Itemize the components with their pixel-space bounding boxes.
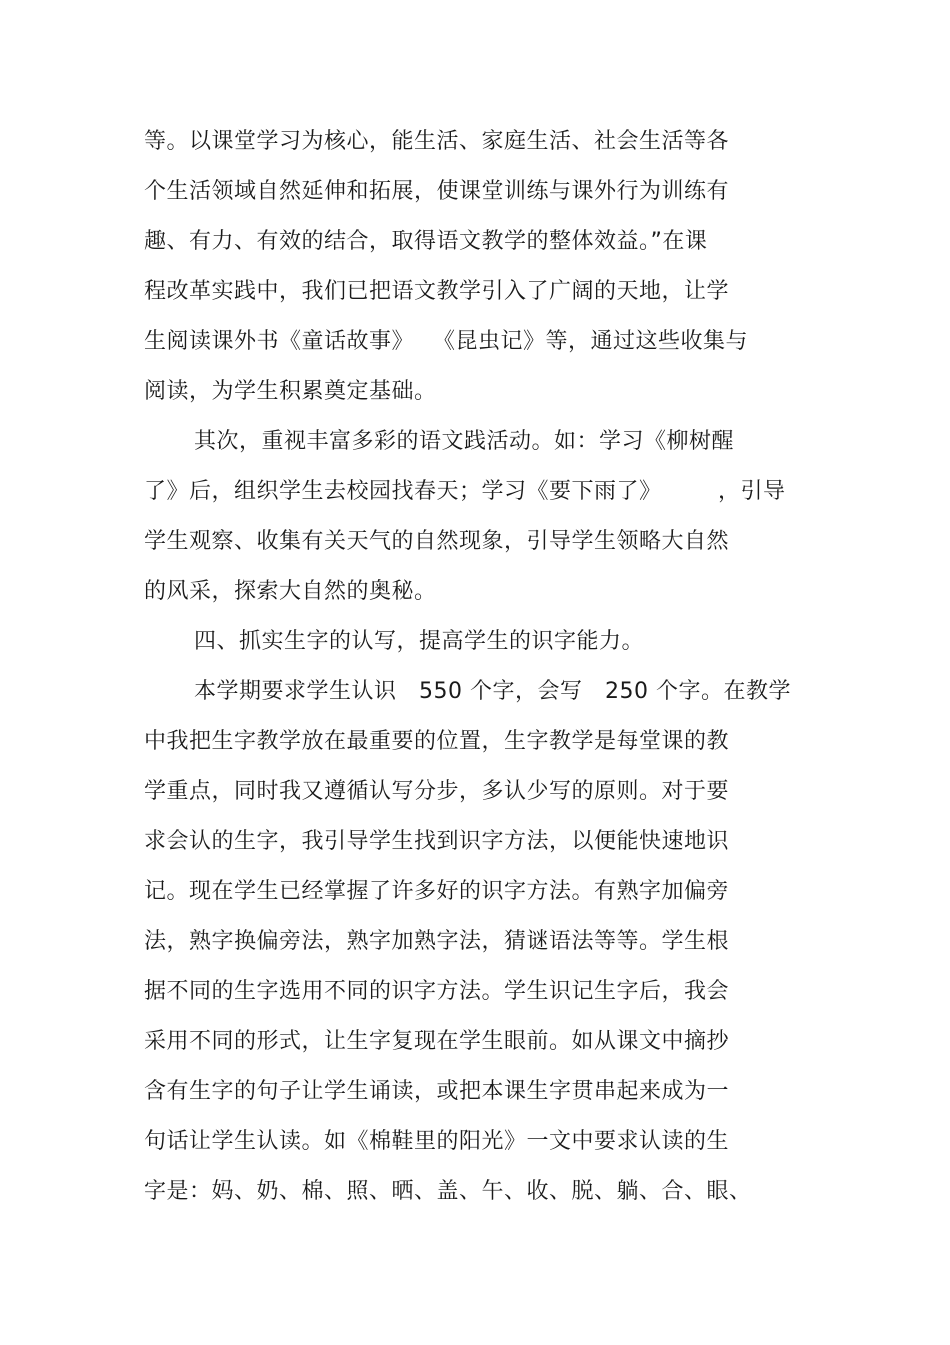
section-heading: 四、抓实生字的认写，提高学生的识字能力。: [194, 629, 645, 654]
text-line: 求会认的生字，我引导学生找到识字方法，以便能快速地识: [144, 829, 730, 854]
text-line: 阅读，为学生积累奠定基础。: [144, 379, 437, 404]
text-line: 含有生字的句子让学生诵读，或把本课生字贯串起来成为一: [144, 1079, 730, 1104]
text-line: 了》后，组织学生去校园找春天；学习《要下雨了》 ，引导: [144, 479, 786, 504]
text-line: 个生活领域自然延伸和拓展，使课堂训练与课外行为训练有: [144, 179, 730, 204]
text-line: 据不同的生字选用不同的识字方法。学生识记生字后，我会: [144, 979, 730, 1004]
text-line: 句话让学生认读。如《棉鞋里的阳光》一文中要求认读的生: [144, 1129, 730, 1154]
text-line: 学生观察、收集有关天气的自然现象，引导学生领略大自然: [144, 529, 730, 554]
text-line: 的风采，探索大自然的奥秘。: [144, 579, 437, 604]
text-line: 记。现在学生已经掌握了许多好的识字方法。有熟字加偏旁: [144, 879, 730, 904]
text-line: 等。以课堂学习为核心，能生活、家庭生活、社会生活等各: [144, 129, 730, 154]
text-line: 字是：妈、奶、棉、照、晒、盖、午、收、脱、躺、合、眼、: [144, 1179, 752, 1204]
text-line: 法，熟字换偏旁法，熟字加熟字法，猜谜语法等等。学生根: [144, 929, 730, 954]
paragraph-first-line: 本学期要求学生认识 550 个字，会写 250 个字。在教学: [194, 679, 791, 704]
text-line: 趣、有力、有效的结合，取得语文教学的整体效益。”在课: [144, 229, 708, 254]
paragraph-first-line: 其次，重视丰富多彩的语文践活动。如：学习《柳树醒: [194, 429, 735, 454]
text-line: 学重点，同时我又遵循认写分步，多认少写的原则。对于要: [144, 779, 730, 804]
text-line: 程改革实践中，我们已把语文教学引入了广阔的天地，让学: [144, 279, 730, 304]
text-line: 采用不同的形式，让生字复现在学生眼前。如从课文中摘抄: [144, 1029, 730, 1054]
text-line: 中我把生字教学放在最重要的位置，生字教学是每堂课的教: [144, 729, 730, 754]
text-line: 生阅读课外书《童话故事》 《昆虫记》等，通过这些收集与: [144, 329, 748, 354]
